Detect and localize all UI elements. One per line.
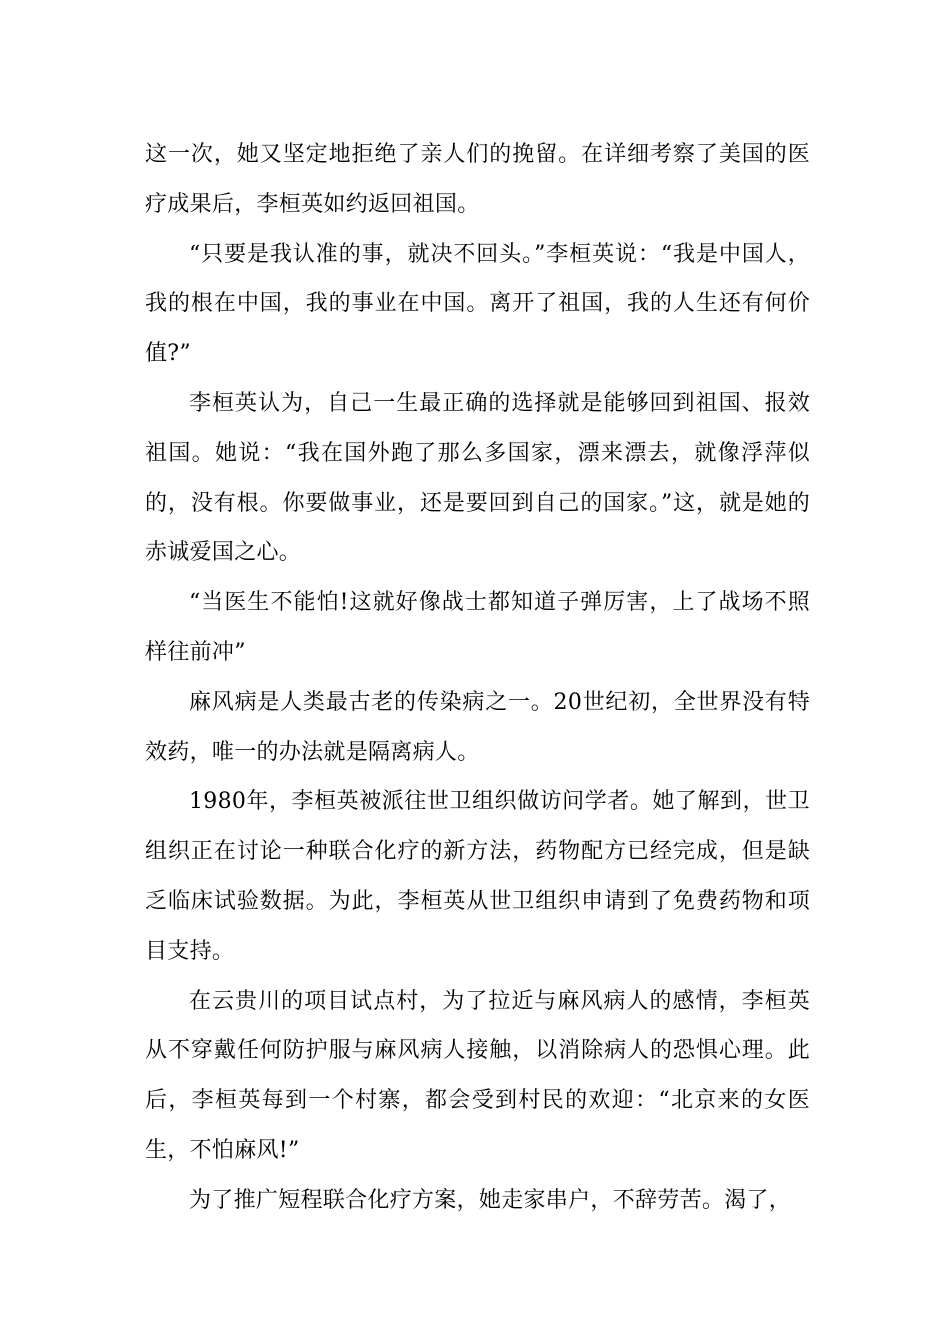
paragraph-4: “当医生不能怕!这就好像战士都知道子弹厉害，上了战场不照样往前冲” xyxy=(145,590,810,665)
paragraph-2: “只要是我认准的事，就决不回头。”李桓英说：“我是中国人，我的根在中国，我的事业在中国。离开了祖国，我的人生还有何价值?” xyxy=(145,241,810,367)
paragraph-3: 李桓英认为，自己一生最正确的选择就是能够回到祖国、报效祖国。她说：“我在国外跑了那么多国家，漂来漂去，就像浮萍似的，没有根。你要做事业，还是要回到自己的国家。”这，就是她的赤诚爱国之心。 xyxy=(145,390,810,566)
paragraph-1: 这一次，她又坚定地拒绝了亲人们的挽留。在详细考察了美国的医疗成果后，李桓英如约返回祖国。 xyxy=(145,142,810,217)
article-body xyxy=(145,130,810,1226)
paragraph-8: 为了推广短程联合化疗方案，她走家串户，不辞劳苦。渴了， xyxy=(189,1187,792,1213)
paragraph-7: 在云贵川的项目试点村，为了拉近与麻风病人的感情，李桓英从不穿戴任何防护服与麻风病人接触，以消除病人的恐惧心理。此后，李桓英每到一个村寨，都会受到村民的欢迎：“北京来的女医生，不怕麻风!” xyxy=(145,988,810,1163)
paragraph-5: 麻风病是人类最古老的传染病之一。20世纪初，全世界没有特效药，唯一的办法就是隔离病人。 xyxy=(145,689,810,765)
paragraph-6: 1980年，李桓英被派往世卫组织做访问学者。她了解到，世卫组织正在讨论一种联合化疗的新方法，药物配方已经完成，但是缺乏临床试验数据。为此，李桓英从世卫组织申请到了免费药物和项目支持。 xyxy=(145,789,810,964)
